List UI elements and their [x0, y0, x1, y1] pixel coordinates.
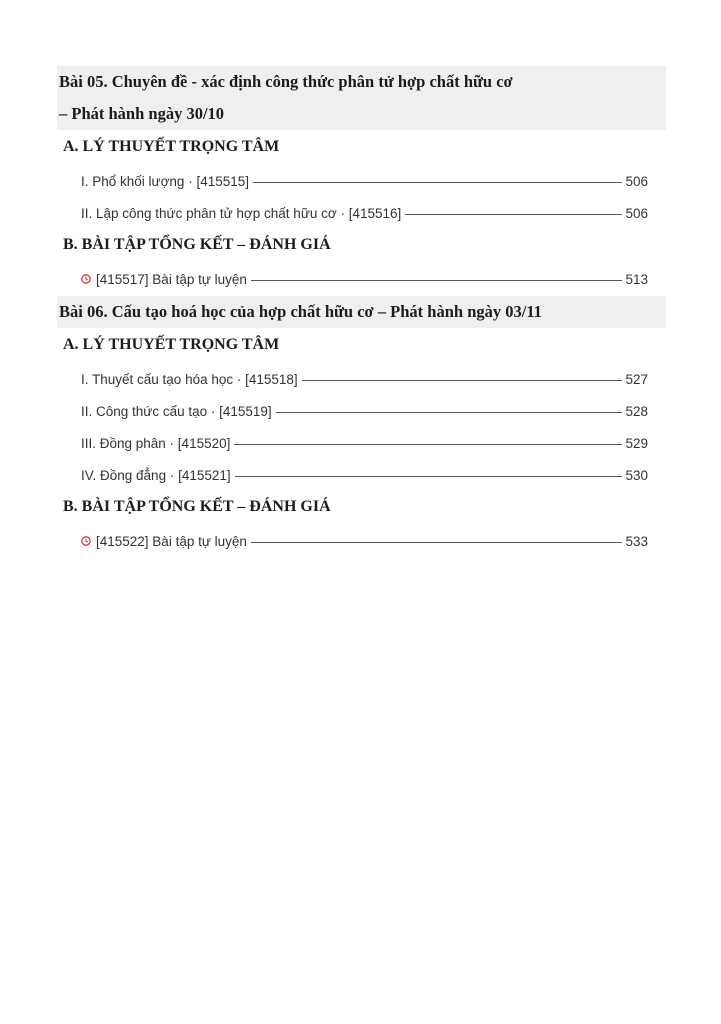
toc-page-number: 533 [625, 534, 648, 549]
toc-entry-label: IV. Đồng đẳng · [415521] [81, 468, 231, 483]
dot-leader [253, 182, 622, 183]
toc-entry-label: II. Lập công thức phân tử hợp chất hữu cơ · [415516] [81, 206, 402, 221]
section-heading: A. LÝ THUYẾT TRỌNG TÂM [63, 336, 280, 353]
toc-entry-label: I. Phổ khối lượng · [415515] [81, 174, 249, 189]
table-of-contents [57, 66, 666, 556]
dot-leader [405, 214, 622, 215]
toc-entry[interactable] [81, 164, 648, 196]
toc-page-number: 506 [625, 206, 648, 221]
dot-leader [251, 542, 623, 543]
lesson-title-line: – Phát hành ngày 30/10 [59, 104, 225, 123]
toc-page-number: 513 [625, 272, 648, 287]
toc-entry[interactable] [81, 262, 648, 294]
dot-leader [235, 476, 623, 477]
section-heading: A. LÝ THUYẾT TRỌNG TÂM [63, 138, 280, 155]
dot-leader [251, 280, 623, 281]
toc-page-number: 527 [625, 372, 648, 387]
toc-entry-label: [415522] Bài tập tự luyện [96, 534, 247, 549]
toc-entry-label: II. Công thức cấu tạo · [415519] [81, 404, 272, 419]
toc-entry-label: [415517] Bài tập tự luyện [96, 272, 247, 287]
toc-entry[interactable] [81, 524, 648, 556]
lesson-title-line: Bài 06. Cấu tạo hoá học của hợp chất hữu cơ – Phát hành ngày 03/11 [59, 302, 542, 321]
toc-entry-label: III. Đồng phân · [415520] [81, 436, 231, 451]
dot-leader [276, 412, 623, 413]
toc-entry[interactable] [81, 394, 648, 426]
toc-entry-label: I. Thuyết cấu tạo hóa học · [415518] [81, 372, 298, 387]
dot-leader [234, 444, 622, 445]
dot-leader [302, 380, 623, 381]
toc-entry[interactable] [81, 196, 648, 228]
clock-icon [81, 536, 91, 546]
lesson-05-heading[interactable] [57, 66, 666, 130]
toc-page-number: 528 [625, 404, 648, 419]
toc-page-number: 530 [625, 468, 648, 483]
toc-entry[interactable] [81, 458, 648, 490]
toc-entry[interactable] [81, 426, 648, 458]
toc-entry[interactable] [81, 362, 648, 394]
toc-page-number: 506 [625, 174, 648, 189]
lesson-title-line: Bài 05. Chuyên đề - xác định công thức phân tử hợp chất hữu cơ [59, 72, 513, 91]
section-heading: B. BÀI TẬP TỔNG KẾT – ĐÁNH GIÁ [63, 498, 331, 515]
clock-icon [81, 274, 91, 284]
section-heading: B. BÀI TẬP TỔNG KẾT – ĐÁNH GIÁ [63, 236, 331, 253]
toc-page-number: 529 [625, 436, 648, 451]
lesson-06-heading[interactable] [57, 296, 666, 328]
